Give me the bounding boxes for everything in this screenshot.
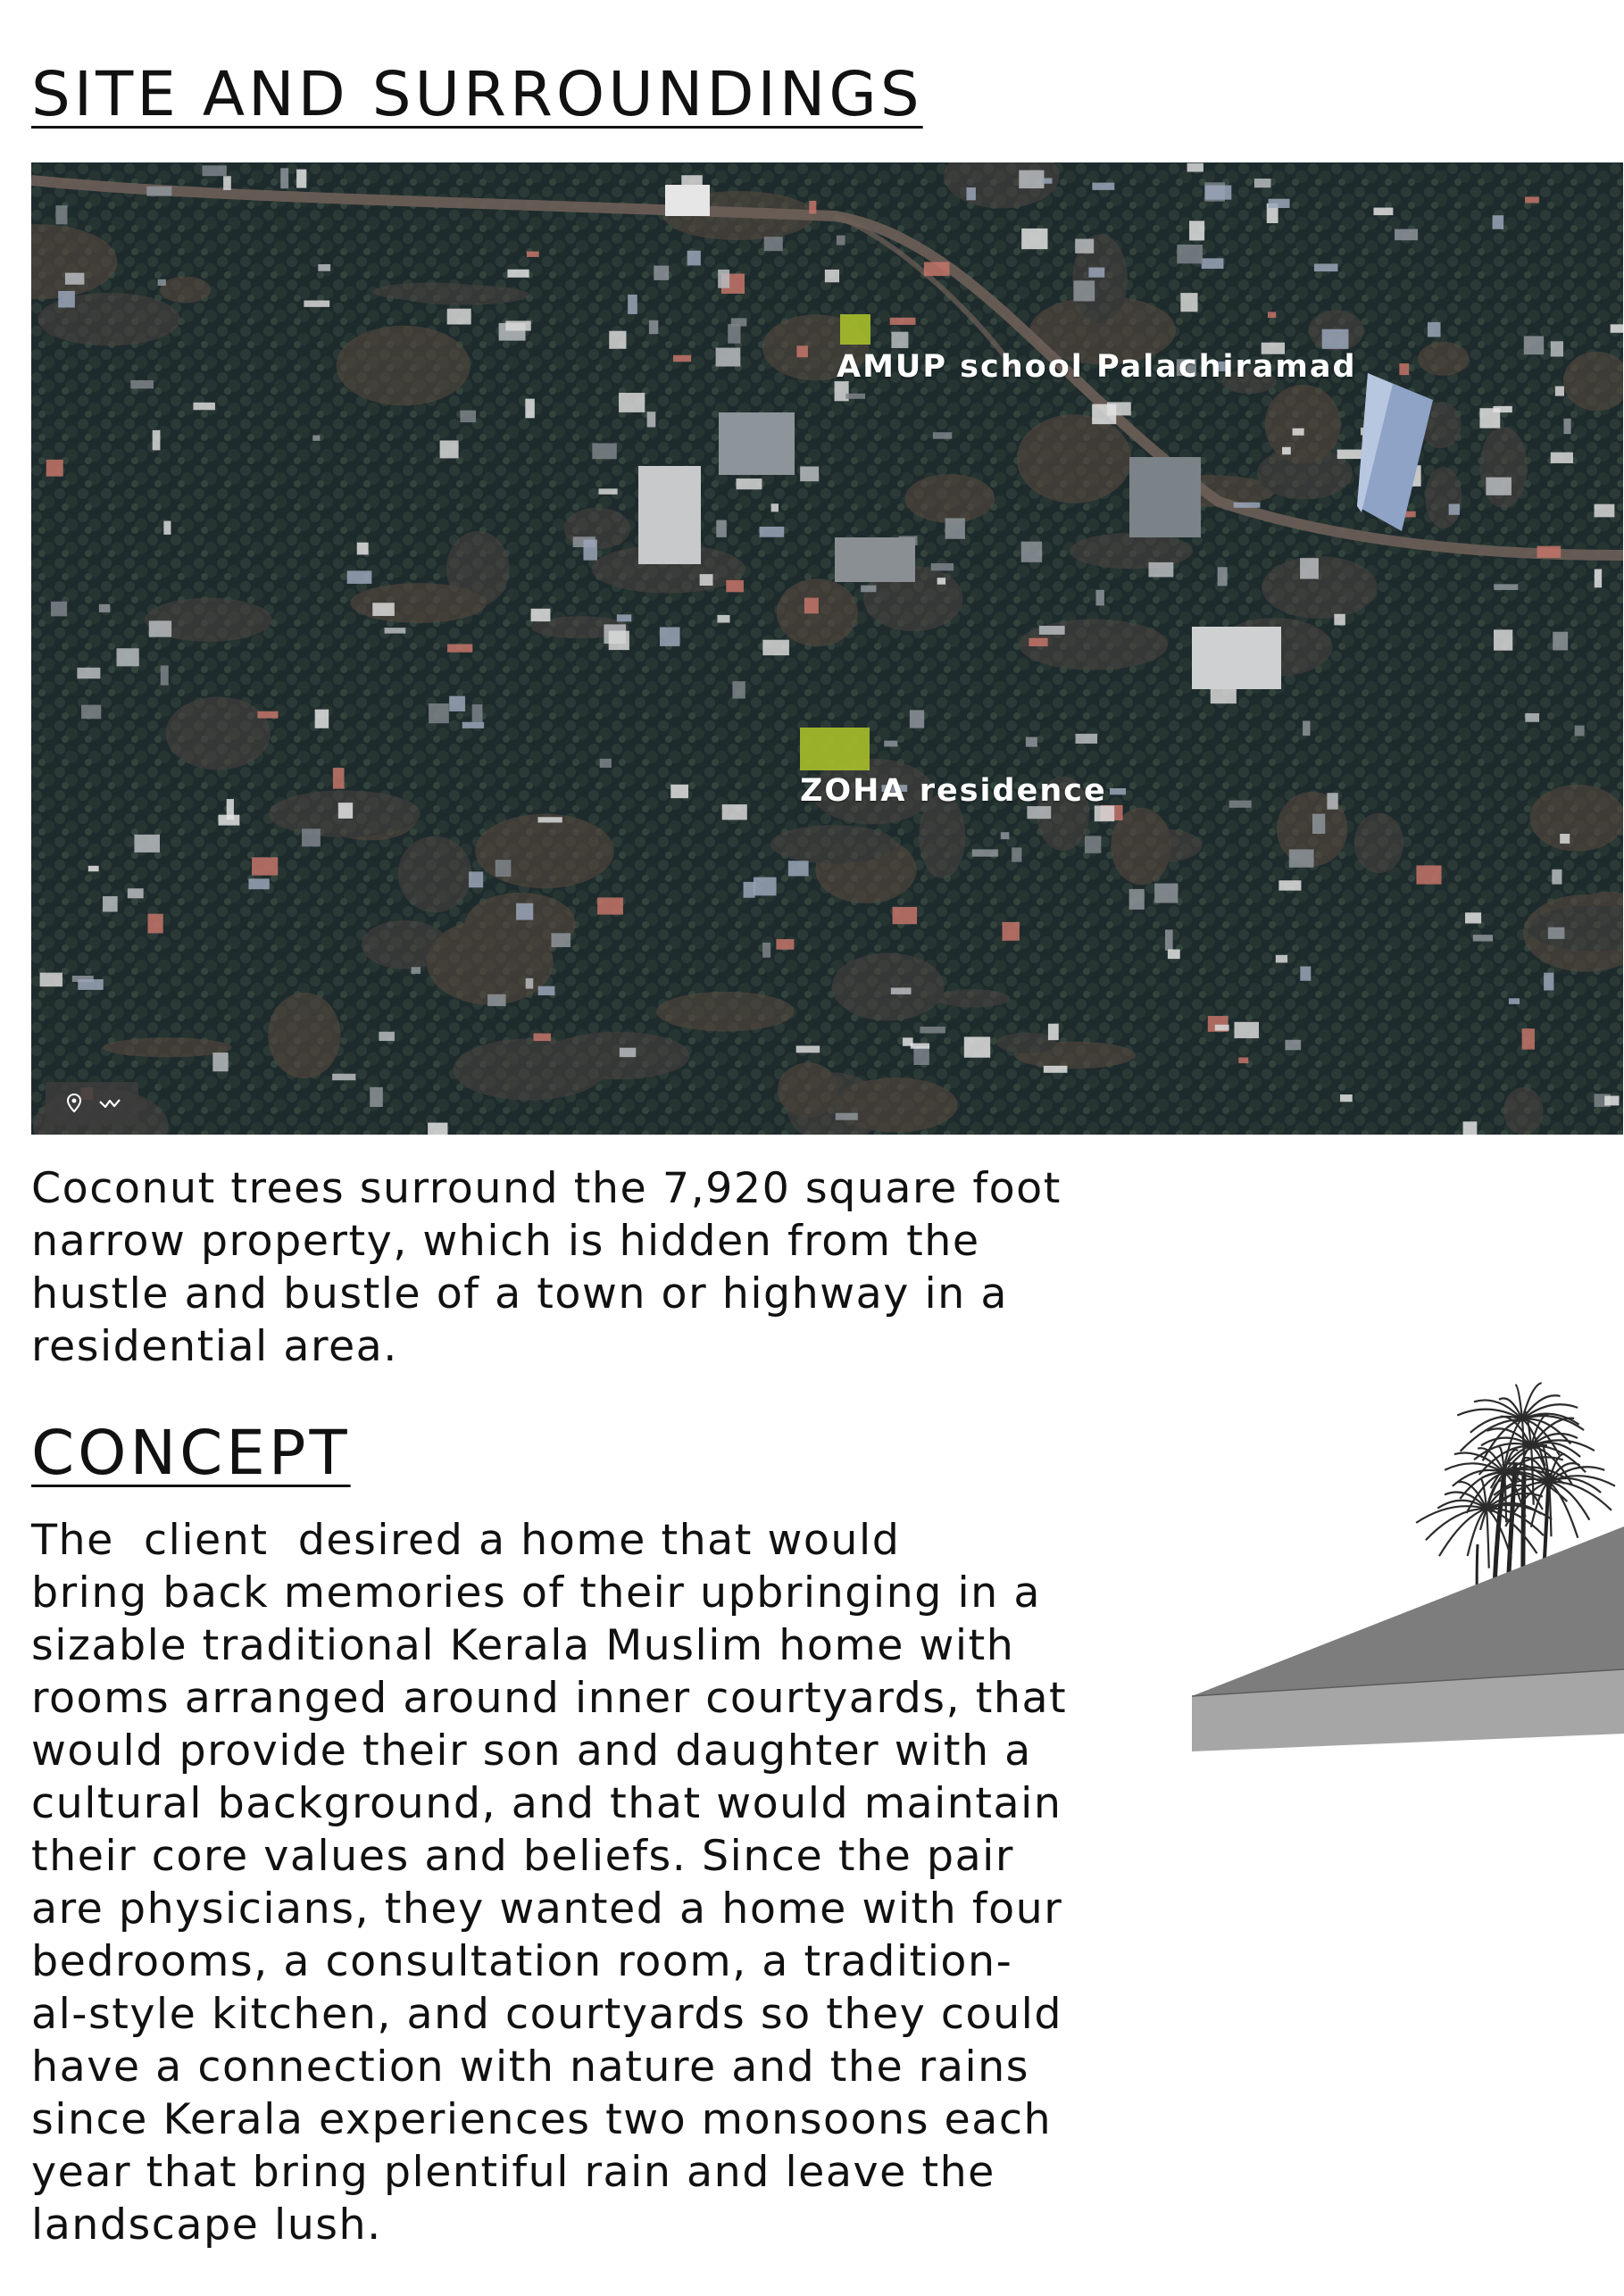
concept-line: their core values and beliefs. Since the pair bbox=[31, 1832, 1014, 1881]
concept-line: have a connection with nature and the rains bbox=[31, 2042, 1029, 2092]
satellite-map[interactable] bbox=[31, 162, 1623, 1135]
map-controls[interactable] bbox=[46, 1082, 138, 1125]
satellite-imagery bbox=[31, 162, 1623, 1135]
concept-line: since Kerala experiences two monsoons each bbox=[31, 2095, 1053, 2144]
concept-line: The client desired a home that would bbox=[31, 1516, 901, 1565]
concept-line: bedrooms, a consultation room, a tradition- bbox=[31, 1937, 1013, 1986]
site-description-line: narrow property, which is hidden from the bbox=[31, 1217, 980, 1266]
residence-marker bbox=[800, 728, 870, 770]
site-description-line: Coconut trees surround the 7,920 square foot bbox=[31, 1164, 1062, 1213]
terrain-icon[interactable] bbox=[97, 1091, 122, 1116]
concept-section-title: CONCEPT bbox=[31, 1418, 351, 1489]
concept-line: bring back memories of their upbringing in a bbox=[31, 1568, 1041, 1618]
concept-line: year that bring plentiful rain and leave the bbox=[31, 2148, 995, 2197]
school-label: AMUP school Palachiramad bbox=[837, 349, 1357, 385]
concept-line: al-style kitchen, and courtyards so they could bbox=[31, 1990, 1063, 2039]
site-description-line: hustle and bustle of a town or highway in a bbox=[31, 1269, 1008, 1319]
site-illustration bbox=[1192, 1285, 1624, 1928]
location-pin-icon[interactable] bbox=[62, 1091, 87, 1116]
concept-line: cultural background, and that would maintain bbox=[31, 1779, 1062, 1828]
residence-label: ZOHA residence bbox=[800, 773, 1107, 809]
ground-slab bbox=[1192, 1527, 1624, 1751]
concept-paragraph bbox=[31, 1514, 1067, 2251]
concept-line: rooms arranged around inner courtyards, that bbox=[31, 1674, 1068, 1723]
school-marker bbox=[840, 314, 870, 345]
concept-line: are physicians, they wanted a home with four bbox=[31, 1884, 1063, 1934]
site-description-line: residential area. bbox=[31, 1322, 398, 1371]
concept-line: landscape lush. bbox=[31, 2200, 382, 2250]
concept-line: would provide their son and daughter with a bbox=[31, 1726, 1032, 1776]
concept-line: sizable traditional Kerala Muslim home with bbox=[31, 1621, 1015, 1670]
site-description bbox=[31, 1162, 1062, 1373]
site-section-title: SITE AND SURROUNDINGS bbox=[31, 59, 923, 130]
